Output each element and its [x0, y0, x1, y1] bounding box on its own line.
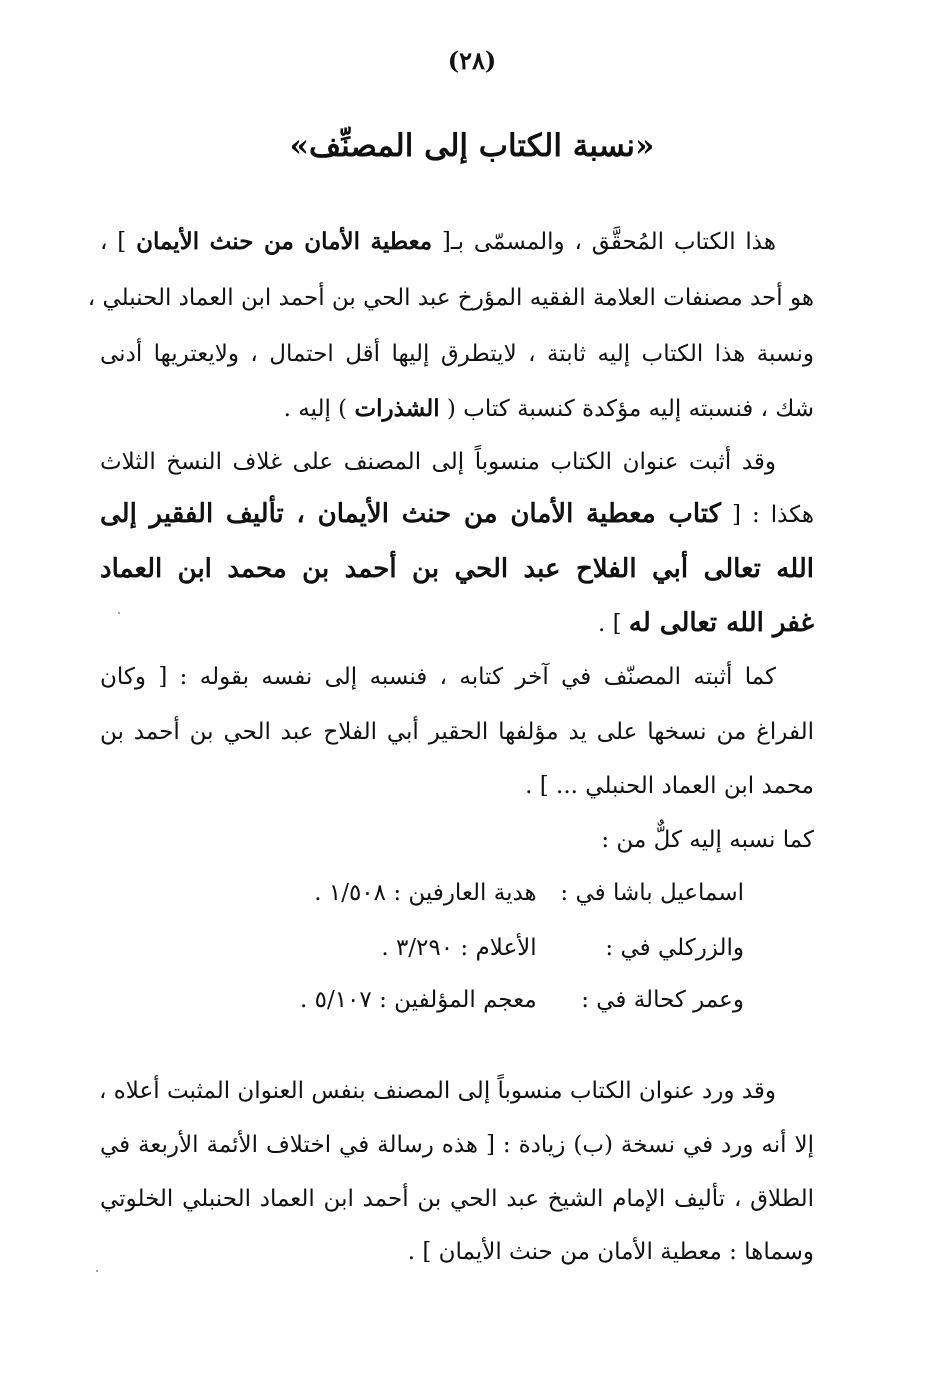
book-title-bold: معطية الأمان من حنث الأيمان [136, 228, 433, 255]
para1-line2: هو أحد مصنفات العلامة الفقيه المؤرخ عبد الحي بن أحمد ابن العماد الحنبلي ، [87, 285, 814, 311]
section-heading: «نسبة الكتاب إلى المصنِّف» [289, 128, 655, 164]
para5-line1: وقد ورد عنوان الكتاب منسوباً إلى المصنف بنفس العنوان المثبت أعلاه ، [99, 1078, 776, 1104]
source-item-2 [381, 932, 744, 964]
para1-line1 [100, 226, 814, 258]
scan-speck [118, 612, 120, 614]
source-author-2: والزركلي في : [605, 935, 744, 961]
para5-line2: إلا أنه ورد في نسخة (ب) زيادة : [ هذه رسالة في اختلاف الأئمة الأربعة في [100, 1132, 814, 1158]
cover-title-bold-2: الله تعالى أبي الفلاح عبد الحي بن أحمد بن محمد ابن العماد [100, 554, 814, 584]
source-item-3 [300, 984, 744, 1016]
para1-line4-pre: شك ، فنسبته إليه مؤكدة كنسبة كتاب ( [446, 396, 814, 422]
para1-line4 [100, 393, 814, 425]
source-author-3: وعمر كحالة في : [581, 987, 744, 1013]
para2-line4 [100, 607, 814, 640]
para1-line1-post: ] ، [100, 229, 127, 255]
scan-speck [96, 1270, 98, 1272]
source-work-3: معجم المؤلفين : ٥/١٠٧ . [299, 987, 537, 1013]
cover-title-bold-1: كتاب معطية الأمان من حنث الأيمان ، تأليف الفقير إلى [100, 499, 721, 529]
para1-line3: ونسبة هذا الكتاب إليه ثابتة ، لايتطرق إليها أقل احتمال ، ولايعتريها أدنى [100, 341, 814, 367]
page-number: (٢٨) [447, 46, 497, 75]
para3-line1: كما أثبته المصنّف في آخر كتابه ، فنسبه إلى نفسه بقوله : [ وكان [100, 664, 776, 690]
para5-line3: الطلاق ، تأليف الإمام الشيخ عبد الحي بن أحمد ابن العماد الحنبلي الخلوتي [100, 1186, 814, 1212]
para2-line2-pre: هكذا : [ [732, 502, 815, 528]
para3-line2: الفراغ من نسخها على يد مؤلفها الحقير أبي الفلاح عبد الحي بن أحمد بن [100, 719, 814, 745]
source-item-1 [314, 877, 744, 909]
para2-line4-post: ] . [597, 611, 622, 637]
source-work-2: الأعلام : ٣/٢٩٠ . [381, 935, 537, 961]
para1-line1-pre: هذا الكتاب المُحقَّق ، والمسمّى بـ[ [441, 229, 777, 255]
para2-line1: وقد أثبت عنوان الكتاب منسوباً إلى المصنف على غلاف النسخ الثلاث [100, 449, 776, 475]
source-work-1: هدية العارفين : ١/٥٠٨ . [314, 880, 537, 906]
para1-line4-post: ) إليه . [283, 396, 348, 422]
para3-line3: محمد ابن العماد الحنبلي ... ] . [525, 773, 814, 799]
source-author-1: اسماعيل باشا في : [560, 880, 744, 906]
para2-line2 [100, 498, 814, 531]
para5-line4: وسماها : معطية الأمان من حنث الأيمان ] . [407, 1239, 814, 1265]
cover-title-bold-3: غفر الله تعالى له [628, 608, 814, 638]
sources-intro: كما نسبه إليه كلٌّ من : [601, 827, 814, 853]
shadharat-bold: الشذرات [354, 395, 440, 422]
